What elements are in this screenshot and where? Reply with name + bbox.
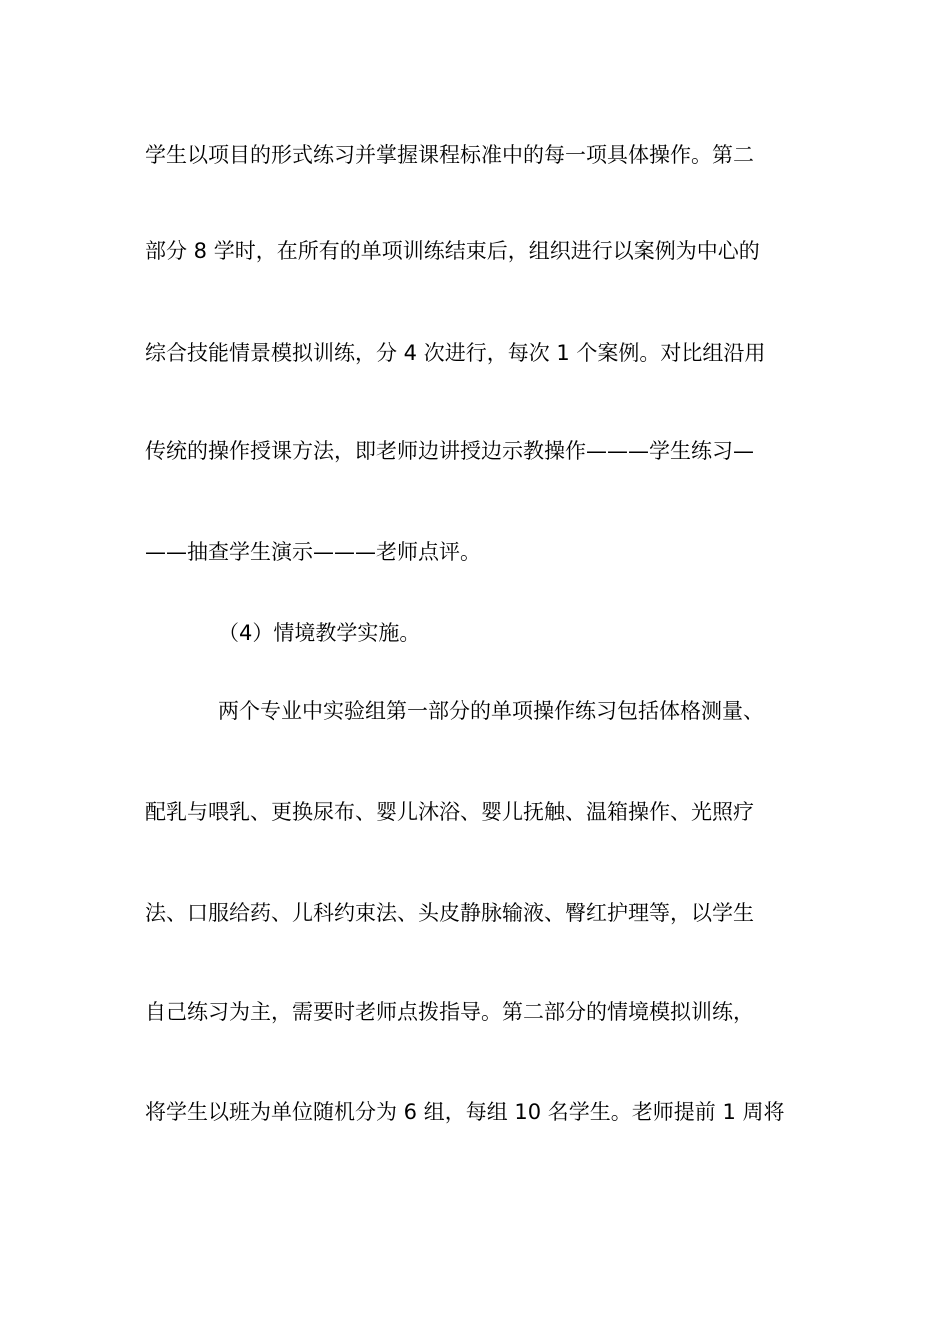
section-heading: （4）情境教学实施。 [218, 621, 421, 645]
text-line: 传统的操作授课方法，即老师边讲授边示教操作———学生练习— [145, 439, 754, 463]
text-line: 学生以项目的形式练习并掌握课程标准中的每一项具体操作。第二 [145, 143, 754, 167]
paragraph-first-line: 两个专业中实验组第一部分的单项操作练习包括体格测量、 [218, 699, 764, 723]
text-line: 部分 8 学时，在所有的单项训练结束后，组织进行以案例为中心的 [145, 239, 760, 263]
text-line: 自己练习为主，需要时老师点拨指导。第二部分的情境模拟训练， [145, 1000, 754, 1024]
text-line: 将学生以班为单位随机分为 6 组，每组 10 名学生。老师提前 1 周将 [145, 1100, 785, 1124]
text-line: 法、口服给药、儿科约束法、头皮静脉输液、臀红护理等，以学生 [145, 901, 754, 925]
text-line: ——抽查学生演示———老师点评。 [145, 540, 481, 564]
text-line: 配乳与喂乳、更换尿布、婴儿沐浴、婴儿抚触、温箱操作、光照疗 [145, 800, 754, 824]
text-line: 综合技能情景模拟训练，分 4 次进行，每次 1 个案例。对比组沿用 [145, 341, 766, 365]
